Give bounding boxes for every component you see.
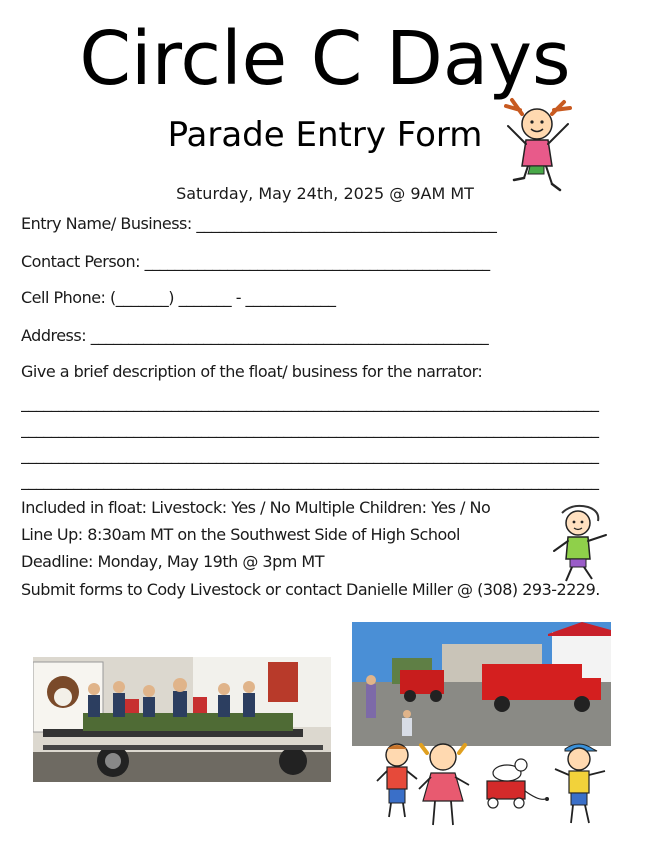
description-line: _____________________________________________________________________________	[21, 471, 599, 490]
firetruck-photo	[352, 622, 611, 746]
included-in-float: Included in float: Livestock: Yes / No Multiple Children: Yes / No	[21, 498, 491, 517]
contact-person-field: Contact Person: ______________________________________________	[21, 252, 490, 271]
entry-name-field: Entry Name/ Business: ________________________________________	[21, 214, 497, 233]
float-photo-illustration	[33, 657, 331, 782]
address-field: Address: _____________________________________________________	[21, 326, 489, 345]
page-title: Circle C Days	[79, 16, 571, 102]
line-up-info: Line Up: 8:30am MT on the Southwest Side of High School	[21, 525, 460, 544]
running-child-icon	[548, 503, 612, 585]
children-with-wagon-icon	[375, 741, 613, 829]
cell-phone-field: Cell Phone: (_______) _______ - ____________	[21, 288, 336, 307]
deadline-info: Deadline: Monday, May 19th @ 3pm MT	[21, 552, 325, 571]
description-line: _____________________________________________________________________________	[21, 393, 599, 412]
description-line: _____________________________________________________________________________	[21, 445, 599, 464]
description-line: _____________________________________________________________________________	[21, 419, 599, 438]
page-subtitle: Parade Entry Form	[167, 115, 483, 155]
jumping-girl-icon	[494, 96, 580, 196]
description-prompt: Give a brief description of the float/ business for the narrator:	[21, 362, 483, 381]
firetruck-photo-illustration	[352, 622, 611, 746]
event-date: Saturday, May 24th, 2025 @ 9AM MT	[176, 184, 474, 203]
submit-info: Submit forms to Cody Livestock or contact Danielle Miller @ (308) 293-2229.	[21, 580, 600, 599]
float-photo	[33, 657, 331, 782]
